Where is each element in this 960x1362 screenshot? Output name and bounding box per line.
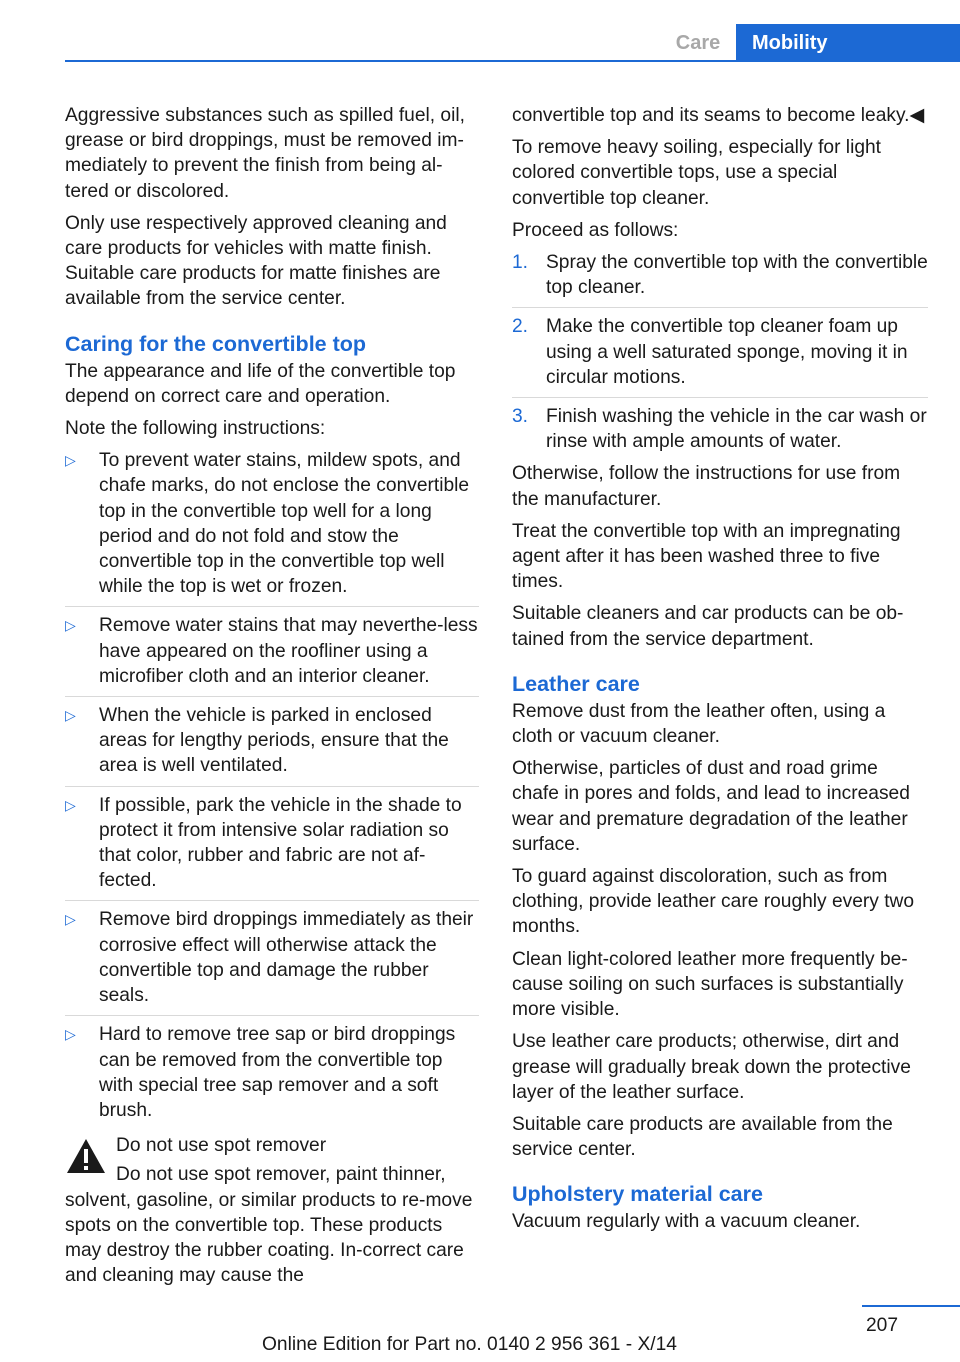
- paragraph-manufacturer: Otherwise, follow the instructions for use from the manufacturer.: [512, 463, 901, 510]
- steps-list: [512, 250, 928, 455]
- list-item-text: To prevent water stains, mildew spots, and chafe marks, do not enclose the convertible top in the convertible top well for a long period and do not fold and stow the convertible top in the convertible top well while the top is wet or frozen.: [99, 450, 470, 598]
- warning-body: Do not use spot remover, paint thinner, solvent, gasoline, or similar products to re‐move spots on the convertible top. These products may destroy the rubber coating. In‐correct care and cleaning may cause the: [65, 1164, 473, 1287]
- paragraph-leather-service: Suitable care products are available from the service center.: [512, 1113, 893, 1161]
- paragraph-proceed: Proceed as follows:: [512, 219, 679, 241]
- paragraph-impregnating: Treat the convertible top with an impregnating agent after it has been washed three to five times.: [512, 520, 901, 593]
- paragraph-appearance: The appearance and life of the convertible top depend on correct care and operation.: [65, 360, 456, 407]
- step-text: Spray the convertible top with the convertible top cleaner.: [546, 252, 928, 299]
- list-item: [512, 250, 928, 308]
- paragraph-matte-finish: Only use respectively approved cleaning and care products for vehicles with matte finish. Suitable care products for matte finishes are available from the service center.: [65, 212, 447, 310]
- instruction-list: [65, 448, 479, 1129]
- step-number: 1.: [512, 252, 529, 274]
- list-item: [512, 404, 928, 455]
- warning-triangle-icon: [65, 1137, 107, 1175]
- page-header: [0, 0, 960, 62]
- triangle-bullet-icon: ▷: [65, 617, 76, 634]
- list-item-text: Remove bird droppings immediately as their corrosive effect will otherwise attack the convertible top and damage the rubber seals.: [99, 909, 474, 1007]
- section-title-convertible-top: Caring for the convertible top: [65, 331, 367, 356]
- header-divider: [65, 60, 960, 62]
- paragraph-cleaners: Suitable cleaners and car products can be ob‐tained from the service department.: [512, 603, 904, 650]
- paragraph-leaky: convertible top and its seams to become leaky.◀: [512, 105, 925, 126]
- step-number: 2.: [512, 316, 529, 338]
- paragraph-heavy-soiling: To remove heavy soiling, especially for light colored convertible tops, use a special convertible top cleaner.: [512, 137, 882, 209]
- list-item: [65, 448, 479, 607]
- paragraph-upholstery-vacuum: Vacuum regularly with a vacuum cleaner.: [512, 1211, 861, 1233]
- step-text: Make the convertible top cleaner foam up using a well saturated sponge, moving it in circular motions.: [546, 316, 908, 388]
- list-item-text: If possible, park the vehicle in the shade to protect it from intensive solar radiation so that color, rubber and fabric are not af‐fected.: [99, 794, 462, 892]
- list-item-text: Remove water stains that may neverthe‐less have appeared on the roofliner using a microfiber cloth and an interior cleaner.: [99, 615, 478, 687]
- triangle-bullet-icon: ▷: [65, 796, 76, 813]
- tab-mobility[interactable]: Mobility: [736, 24, 960, 62]
- list-item-text: When the vehicle is parked in enclosed areas for lengthy periods, ensure that the area is well ventilated.: [99, 705, 449, 777]
- footer-divider: [862, 1305, 960, 1307]
- right-column: [512, 103, 928, 1242]
- section-title-leather-care: Leather care: [512, 671, 640, 696]
- warning-block: [65, 1133, 479, 1288]
- paragraph-leather-light: Clean light-colored leather more frequently be‐cause soiling on such surfaces is substantially more visible.: [512, 948, 908, 1021]
- list-item: [65, 793, 479, 902]
- triangle-bullet-icon: ▷: [65, 911, 76, 928]
- section-title-upholstery: Upholstery material care: [512, 1182, 763, 1207]
- step-number: 3.: [512, 406, 529, 428]
- list-item: [65, 613, 479, 697]
- triangle-bullet-icon: ▷: [65, 1026, 76, 1043]
- list-item: [65, 703, 479, 787]
- paragraph-leather-dust: Remove dust from the leather often, using a cloth or vacuum cleaner.: [512, 700, 886, 748]
- warning-title: Do not use spot remover: [116, 1135, 327, 1157]
- page-number: 207: [865, 1315, 898, 1336]
- tab-care[interactable]: Care: [675, 32, 721, 54]
- list-item: [512, 314, 928, 398]
- triangle-bullet-icon: ▷: [65, 707, 76, 724]
- paragraph-leather-grime: Otherwise, particles of dust and road grime chafe in pores and folds, and lead to increased wear and premature degradation of the leather surface.: [512, 758, 910, 855]
- paragraph-leather-products: Use leather care products; otherwise, dirt and grease will gradually break down the protective layer of the leather surface.: [512, 1031, 911, 1103]
- list-item: [65, 907, 479, 1016]
- step-text: Finish washing the vehicle in the car wash or rinse with ample amounts of water.: [546, 406, 927, 453]
- list-item: [65, 1022, 479, 1129]
- paragraph-leather-discoloration: To guard against discoloration, such as from clothing, provide leather care roughly every two months.: [512, 866, 915, 938]
- list-item-text: Hard to remove tree sap or bird droppings can be removed from the convertible top with special tree sap remover and a soft brush.: [99, 1024, 456, 1121]
- left-column: [65, 103, 479, 1288]
- footer-edition-text: Online Edition for Part no. 0140 2 956 361 - X/14: [262, 1334, 677, 1355]
- triangle-bullet-icon: ▷: [65, 452, 76, 469]
- paragraph-aggressive-substances: Aggressive substances such as spilled fuel, oil, grease or bird droppings, must be removed im‐mediately to prevent the finish from being al‐tered or discolored.: [65, 105, 465, 202]
- paragraph-note-instructions: Note the following instructions:: [65, 418, 326, 440]
